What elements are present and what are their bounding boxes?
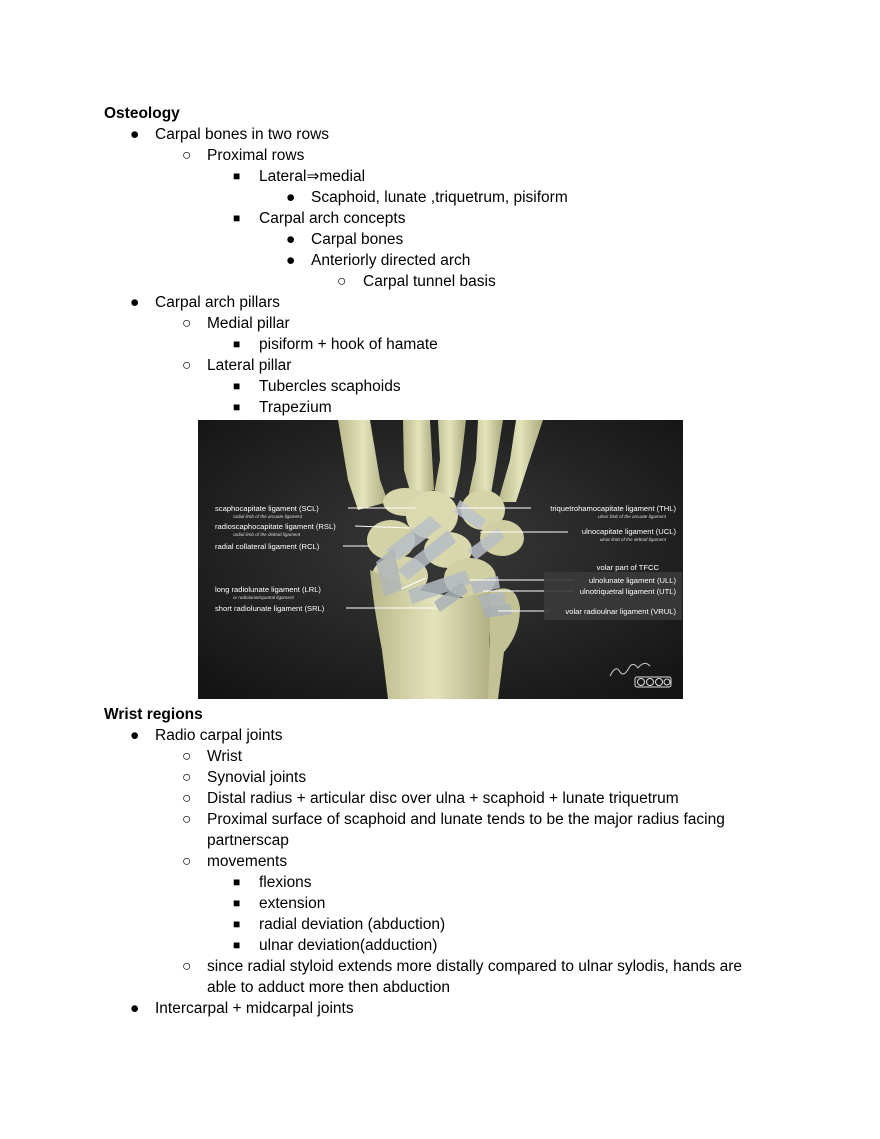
list-item: Proximal rows (207, 147, 305, 164)
sublabel-thl: ulnar limb of the arcuate ligament (598, 514, 666, 519)
bullet-marker: ○ (182, 147, 192, 164)
bullet-marker: ○ (182, 315, 192, 332)
section-heading-osteology: Osteology (104, 105, 180, 122)
list-item: Lateral pillar (207, 357, 292, 374)
list-item: Wrist (207, 748, 243, 765)
list-item: flexions (259, 874, 312, 891)
bullet-marker: ■ (233, 169, 241, 183)
list-item: movements (207, 853, 288, 870)
bullet-marker: ○ (337, 273, 347, 290)
label-rsl: radioscaphocapitate ligament (RSL) (215, 522, 336, 531)
list-item: Radio carpal joints (155, 727, 283, 744)
bullet-marker: ■ (233, 875, 241, 889)
bullet-marker: ■ (233, 896, 241, 910)
bullet-marker: ○ (182, 853, 192, 870)
sublabel-lrl: or radiolunotriquetral ligament (233, 595, 294, 600)
list-item: radial deviation (abduction) (259, 916, 446, 933)
bullet-marker: ○ (182, 790, 192, 807)
label-thl: triquetrohamocapitate ligament (THL) (550, 504, 676, 513)
bullet-marker: ● (286, 189, 296, 206)
list-item: Medial pillar (207, 315, 290, 332)
bullet-marker: ■ (233, 379, 241, 393)
sublabel-ucl: ulnar limb of the deltoid ligament (599, 537, 666, 542)
bullet-marker: ● (130, 126, 140, 143)
list-item: Lateral⇒medial (259, 168, 366, 185)
list-item: Carpal bones in two rows (155, 126, 330, 143)
sublabel-rsl: radial limb of the deltoid ligament (233, 532, 301, 537)
bullet-marker: ○ (182, 958, 192, 975)
bullet-marker: ● (286, 252, 296, 269)
label-scl: scaphocapitate ligament (SCL) (215, 504, 319, 513)
bullet-marker: ● (130, 294, 140, 311)
bullet-marker: ● (130, 727, 140, 744)
list-item: Carpal bones (311, 231, 404, 248)
bullet-marker: ■ (233, 938, 241, 952)
list-item: pisiform + hook of hamate (259, 336, 438, 353)
list-item: ulnar deviation(adduction) (259, 937, 438, 954)
bullet-marker: ■ (233, 400, 241, 414)
label-ull: ulnolunate ligament (ULL) (589, 576, 676, 585)
list-item: Carpal arch pillars (155, 294, 280, 311)
label-srl: short radiolunate ligament (SRL) (215, 604, 325, 613)
list-item: Carpal tunnel basis (363, 273, 496, 290)
list-item: Anteriorly directed arch (311, 252, 471, 269)
list-item: Carpal arch concepts (259, 210, 406, 227)
list-item: Tubercles scaphoids (259, 378, 401, 395)
label-utl: ulnotriquetral ligament (UTL) (579, 587, 676, 596)
bullet-marker: ○ (182, 357, 192, 374)
list-item-continuation: able to adduct more then abduction (207, 979, 451, 996)
list-item: Proximal surface of scaphoid and lunate tends to be the major radius facing (207, 811, 725, 828)
list-item: Scaphoid, lunate ,triquetrum, pisiform (311, 189, 568, 206)
section-heading-wrist-regions: Wrist regions (104, 706, 203, 723)
list-item: Distal radius + articular disc over ulna + scaphoid + lunate triquetrum (207, 790, 679, 807)
bullet-marker: ● (286, 231, 296, 248)
label-vrul: volar radioulnar ligament (VRUL) (565, 607, 676, 616)
label-tfcc-heading: volar part of TFCC (596, 563, 659, 572)
sublabel-scl: radial limb of the arcuate ligament (233, 514, 302, 519)
list-item: Trapezium (259, 399, 332, 416)
bullet-marker: ○ (182, 811, 192, 828)
bullet-marker: ■ (233, 211, 241, 225)
list-item-continuation: partnerscap (207, 832, 289, 849)
wrist-ligament-figure (198, 420, 683, 699)
bullet-marker: ○ (182, 769, 192, 786)
bullet-marker: ● (130, 1000, 140, 1017)
bullet-marker: ■ (233, 337, 241, 351)
label-rcl: radial collateral ligament (RCL) (215, 542, 320, 551)
bullet-marker: ■ (233, 917, 241, 931)
list-item: since radial styloid extends more distally compared to ulnar sylodis, hands are (207, 958, 743, 975)
label-ucl: ulnocapitate ligament (UCL) (581, 527, 676, 536)
bullet-marker: ○ (182, 748, 192, 765)
list-item: Synovial joints (207, 769, 307, 786)
list-item: Intercarpal + midcarpal joints (155, 1000, 354, 1017)
label-lrl: long radiolunate ligament (LRL) (215, 585, 321, 594)
list-item: extension (259, 895, 326, 912)
